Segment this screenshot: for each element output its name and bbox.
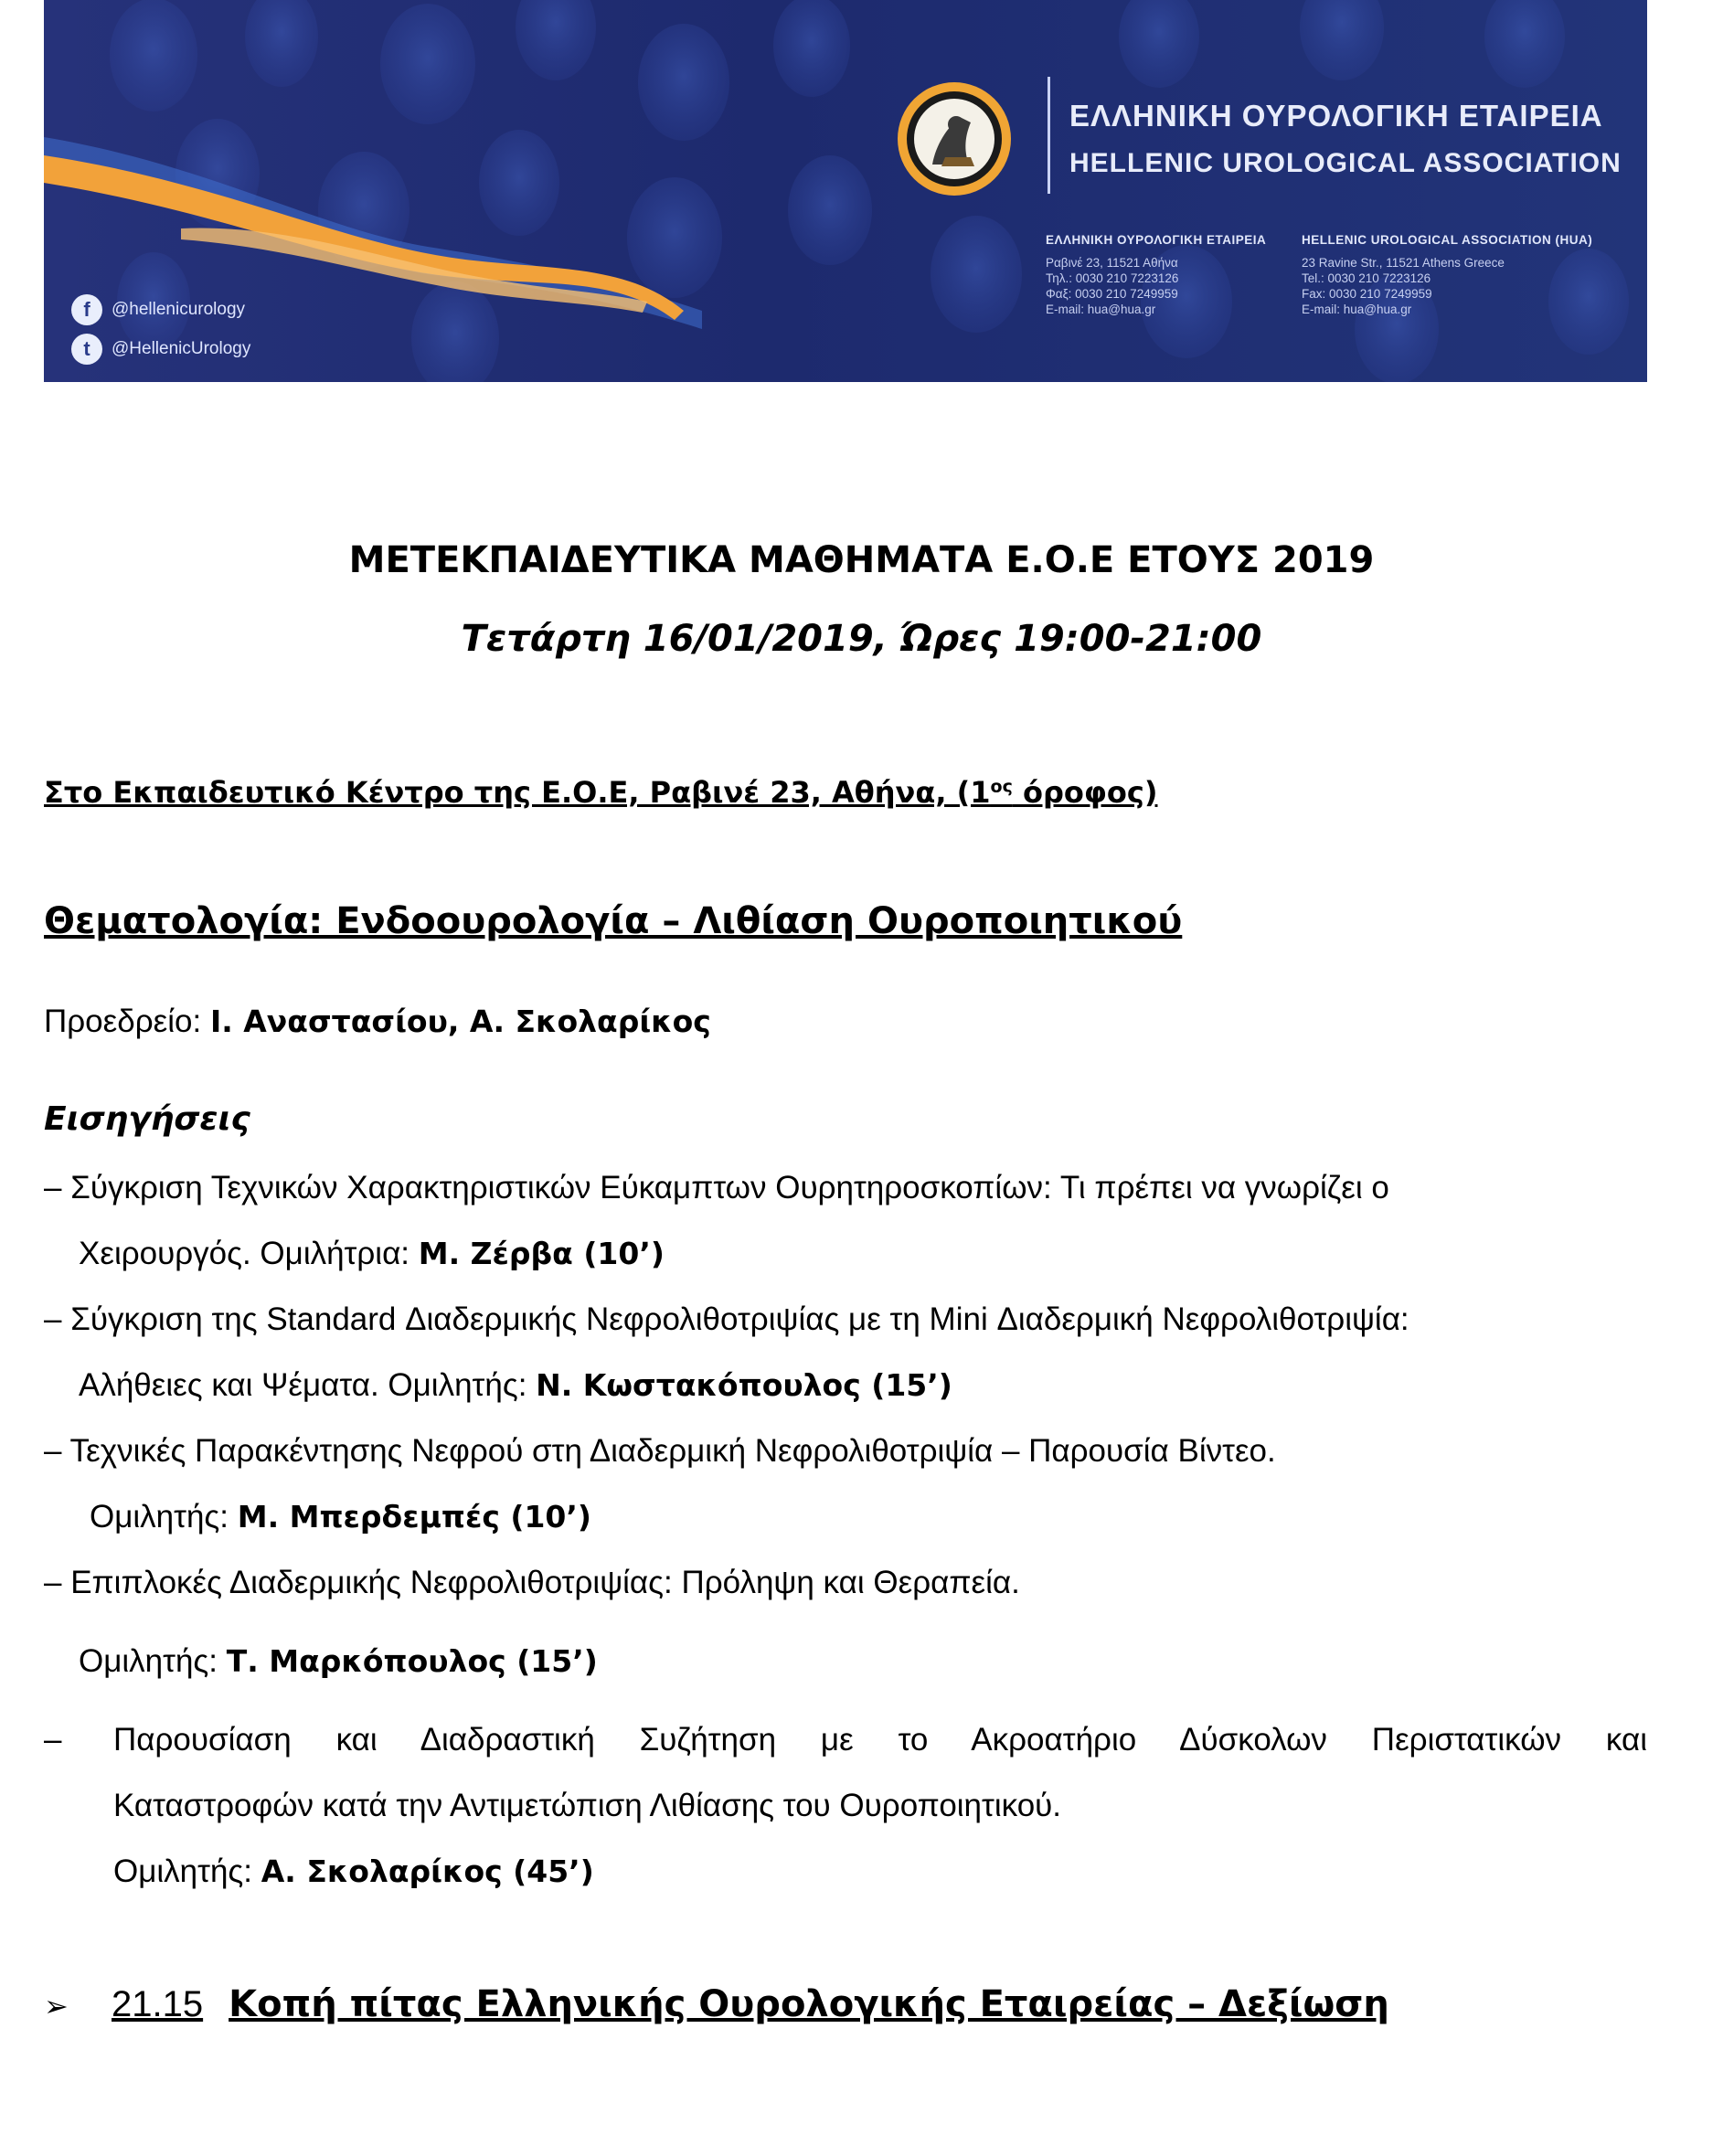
chairs-label: Προεδρείο:	[44, 1004, 210, 1039]
facebook-icon: f	[71, 294, 102, 325]
closing-time: 21.15	[112, 1984, 204, 2024]
talk-2-text: Αλήθειες και Ψέματα. Ομιλητής:	[79, 1367, 537, 1403]
venue-suffix: όροφος)	[1012, 775, 1158, 810]
event-date: Τετάρτη 16/01/2019, Ώρες 19:00-21:00	[461, 618, 1262, 660]
closing-title: Κοπή πίτας Ελληνικής Ουρολογικής Εταιρείας – Δεξίωση	[229, 1983, 1389, 2025]
facebook-handle: @hellenicurology	[112, 300, 246, 319]
association-name-greek: ΕΛΛΗΝΙΚΗ ΟΥΡΟΛΟΓΙΚΗ ΕΤΑΙΡΕΙΑ	[1069, 99, 1603, 133]
talk-5-line2: Καταστροφών κατά την Αντιμετώπιση Λιθίασης του Ουροποιητικού.	[113, 1788, 1062, 1823]
talk-1-line2	[79, 1236, 665, 1272]
talk-1-speaker: Μ. Ζέρβα (10’)	[418, 1236, 665, 1271]
talk-4-speaker: Τ. Μαρκόπουλος (15’)	[226, 1643, 598, 1679]
banner-divider	[1048, 77, 1050, 194]
talk-5-speaker: Α. Σκολαρίκος (45’)	[261, 1853, 594, 1889]
talk-4-line1: – Επιπλοκές Διαδερμικής Νεφρολιθοτριψίας: Πρόληψη και Θεραπεία.	[44, 1565, 1020, 1600]
twitter-icon: t	[71, 334, 102, 365]
talk-3-line1: – Τεχνικές Παρακέντησης Νεφρού στη Διαδερμική Νεφρολιθοτριψία – Παρουσία Βίντεο.	[44, 1433, 1276, 1469]
venue-sup: ος	[990, 776, 1013, 797]
address-line: Φαξ: 0030 210 7249959	[1046, 287, 1178, 301]
chairs	[44, 1004, 711, 1040]
address-line: E-mail: hua@hua.gr	[1046, 303, 1156, 316]
venue-prefix: Στο Εκπαιδευτικό Κέντρο της Ε.Ο.Ε, Ραβινέ 23, Αθήνα, (1	[44, 775, 991, 810]
social-facebook[interactable]	[71, 294, 245, 325]
talk-5-label: Ομιλητής:	[113, 1853, 261, 1889]
venue	[44, 775, 1157, 810]
page-title: ΜΕΤΕΚΠΑΙΔΕΥΤΙΚΑ ΜΑΘΗΜΑΤΑ Ε.Ο.Ε ΕΤΟΥΣ 2019	[348, 539, 1375, 581]
banner-background	[44, 0, 1647, 382]
talk-3-text: Ομιλητής:	[90, 1499, 238, 1535]
talk-2-speaker: Ν. Κωστακόπουλος (15’)	[536, 1367, 952, 1403]
talk-5-line3	[113, 1853, 594, 1890]
address-line: Tel.: 0030 210 7223126	[1302, 271, 1431, 285]
address-line: Τηλ.: 0030 210 7223126	[1046, 271, 1179, 285]
twitter-handle: @HellenicUrology	[112, 339, 251, 358]
address-english	[1302, 232, 1592, 317]
closing-item	[44, 1983, 1389, 2025]
talk-1-line1: – Σύγκριση Τεχνικών Χαρακτηριστικών Εύκαμπτων Ουρητηροσκοπίων: Τι πρέπει να γνωρίζει ο	[44, 1170, 1389, 1205]
chairs-names: Ι. Αναστασίου, Α. Σκολαρίκος	[209, 1004, 711, 1039]
talk-1-text: Χειρουργός. Ομιλήτρια:	[79, 1236, 419, 1271]
header-banner	[44, 0, 1647, 382]
talk-5-line1: Παρουσίαση και Διαδραστική Συζήτηση με το Ακροατήριο Δύσκολων Περιστατικών και	[113, 1722, 1647, 1758]
talk-4-text: Ομιλητής:	[79, 1643, 227, 1679]
address-line: Ραβινέ 23, 11521 Αθήνα	[1046, 256, 1178, 270]
address-greek	[1046, 232, 1266, 317]
talk-3-speaker: Μ. Μπερδεμπές (10’)	[237, 1499, 592, 1535]
association-name-english: HELLENIC UROLOGICAL ASSOCIATION	[1069, 148, 1622, 178]
address-greek-heading: ΕΛΛΗΝΙΚΗ ΟΥΡΟΛΟΓΙΚΗ ΕΤΑΙΡΕΙΑ	[1046, 233, 1267, 247]
address-line: Fax: 0030 210 7249959	[1302, 287, 1432, 301]
arrow-bullet-icon: ➢	[44, 1989, 69, 2023]
association-seal-logo	[896, 80, 1013, 197]
social-twitter[interactable]	[71, 334, 250, 365]
talk-4-line2	[79, 1643, 598, 1680]
address-line: 23 Ravine Str., 11521 Athens Greece	[1302, 256, 1505, 270]
talk-3-line2	[90, 1499, 591, 1535]
theme-heading: Θεματολογία: Ενδοουρολογία – Λιθίαση Ουροποιητικού	[44, 900, 1183, 942]
talks-heading: Εισηγήσεις	[44, 1100, 250, 1138]
talk-2-line1: – Σύγκριση της Standard Διαδερμικής Νεφρολιθοτριψίας με τη Mini Διαδερμική Νεφρολιθοτριψία:	[44, 1301, 1409, 1337]
address-line: E-mail: hua@hua.gr	[1302, 303, 1412, 316]
talk-5-dash: –	[44, 1722, 62, 1758]
address-english-heading: HELLENIC UROLOGICAL ASSOCIATION (HUA)	[1302, 233, 1593, 247]
talk-2-line2	[79, 1367, 952, 1404]
